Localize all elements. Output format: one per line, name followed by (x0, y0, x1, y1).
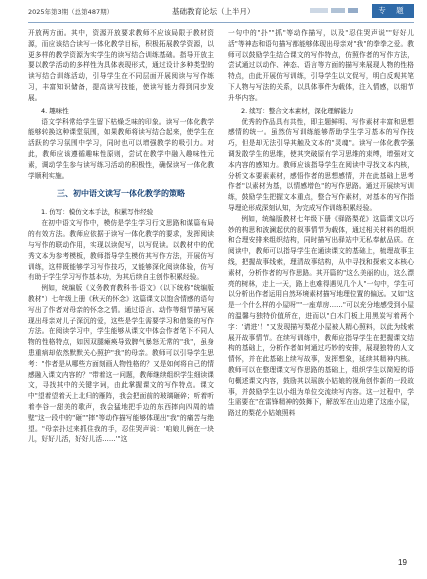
paragraph: 语文学科常给学生留下枯燥乏味的印象。读写一体化教学能够转换这种课堂氛围，如果教师将读写结合起来，使学生在活跃的学习氛围中学习，同时也可以增强教学的吸引力。对此，教师应该遵循趣味性原则，尝试在教学中融入趣味性元素，调动学生参与读写练习活动的积极性，确保读写一体化教学顺利实施。 (28, 117, 214, 180)
page-number: 19 (398, 558, 407, 567)
issue-info: 2025年第3期（总第487期） (28, 8, 114, 16)
paragraph: 例如，统编版教材七年级下册《驿路梨花》这篇课文以巧妙的构思和波澜起伏的叙事情节为载体，通过相关材料的组织和合理安排来组织结构，同时描写出驿站中无私奉献品质。在阅读中，教师可以指导学生在通读课文的基础上，梳理故事主线，把握故事线索，理清故事结构，从中寻找和探索文本核心素材，分析作者的写作思路。其开篇的"这么美丽的山，这么漂亮的树林，走上一天，路上也难得遇见几个人"一句中，学生可以分析出作者运用自然环境素材描写地理位置的偏远。又如"这是一个什么样的小屋呀""一座草房……"可以充分地感受到小屋的温馨与独特价值所在，进而以"白木门板上用黑炭写着两个字：'请进'！"又发现描写梨花小屋被人精心照料，以此为线索展开故事情节。在续写训练中，教师应指导学生在把握课文结构的基础上，分析作者如何通过巧妙的安排，展现独特的人文情怀，并在此基础上续写故事，发挥想象，延续其精神内核。教师可以在整理课文写作思路的基础上，组织学生以简短的语句概述课文内容，鼓励其以瑶族小姑娘的视角创作新的一段故事，并鼓励学生以小组为单位交流续写内容。这一过程中，学生需要在"在雷锋精神的鼓舞下，解放军在山边建了这座小屋，路过的梨花小姑娘照料 (228, 214, 414, 418)
subheading: 1. 仿写：模仿文本手法，积累写作经验 (41, 208, 154, 217)
left-column (28, 28, 214, 553)
paragraph: 优秀的作品具有共性，即主题鲜明、写作素材丰富和思想感情的统一。虽然仿写训练能够帮助学生学习基本的写作技巧，但是却无法引导其触及文本的"灵魂"。读写一体化教学强调发散学生的思维，使其突破原有学习思维的束缚，增强对文本内容的感知力。教师应该指导学生在阅读中寻找文本内核，分析文本要素素材，感悟作者的思想感情，并在此基础上思考作者"以素材为基，以情感增色"的写作思路。通过开展续写训练，鼓励学生把握文本重点，整合写作素材，对基本的写作指导理论形成深刻认知，为完成写作训练积累经验。 (228, 117, 414, 212)
section-title: 三、初中语文读写一体化教学的策略 (57, 189, 185, 199)
subheading: 4. 趣味性 (41, 106, 69, 115)
paragraph: 例如，统编版《义务教育教科书·语文》（以下统称"统编版教材"）七年级上册《秋天的怀念》这篇课文以饱含情感的语句写出了作者对母亲的怀念之情。通过语言、动作等细节描写展现出母亲对儿子深沉的爱，这些是学生需要学习和借鉴的写作方法。在阅读学习中，学生能够从课文中体会作者笔下不同人物的性格特点，如因双腿瘫痪导致脾气暴怒无常的"我"，虽身患重病却依然默默关心照护"我"的母亲。教师可以引导学生思考："作者是从哪些方面刻画人物性格的？又是如何将自己的情感融入课文内容的？"带着这一问题，教师继续组织学生细读课文，寻找其中的关键字词，由此掌握课文的写作特点。课文中"望着望着天上北归的雁阵，我会把面前的玻璃砸碎；听着听着李谷一甜美的歌声，我会猛地把手边的东西摔向四周的墙壁"这一段中的"砸""摔"等动作描写能够体现出"我"的痛苦与绝望。"母亲扑过来抓住我的手，忍住哭声说：'咱娘儿俩在一块儿，好好儿活，好好儿活……'"这 (28, 284, 214, 444)
section-badge: 专 题 (372, 4, 414, 18)
subheading: 2. 续写：整合文本素材，深化理解能力 (241, 106, 354, 115)
right-column (228, 28, 414, 553)
page-header (0, 0, 427, 26)
header-decoration (310, 8, 361, 14)
journal-title: 基础教育论坛（上半月） (172, 7, 255, 16)
paragraph: 一句中的"扑""抓"等动作描写，以及"忍住哭声说""好好儿活"等神态和语句描写都能够体现出母亲对"我"的拳拳之爱。教师可以鼓励学生结合课文的写作特点，仿照作者的写作方法，尝试通过以动作、神态、语言等方面的描写来展现人物的性格特点，由此开展仿写训练，引导学生以文促写，明白反观其笔下人物与写法的关系，以具体事件为载体，注入情感，以细节升华内容。 (228, 29, 414, 102)
paragraph: 开放两方面。其中，资源开放要求教师不应该局限于教材资源，而应该结合读写一体化教学目标，积极拓展教学资源，以更多样的教学资源为实学生的读写结合训练基础。指导开放主要以教学活动的多样性为具体表现形式，通过设计多种类型的读写结合训练活动，引导学生在不同层面开展阅读与写作练习，丰富知识储备，提高读写技能，使读写能力得到同步发展。 (28, 29, 214, 102)
header-rule (28, 22, 414, 23)
paragraph: 在初中语文写作中，模仿是学生学习行文思路和谋篇布局的有效方法。教师应依据于读写一体化教学的要求，发挥阅读与写作的联动作用，实现以读促写，以写促读。以教材中的优秀文本为参考模板，教师指导学生模仿其写作方法，开展仿写训练，这样既能够学习写作技巧，又能够深化阅读体验，仿写有助于学生学习写作基本功，为其后续自主创作积累经验。 (28, 219, 214, 282)
